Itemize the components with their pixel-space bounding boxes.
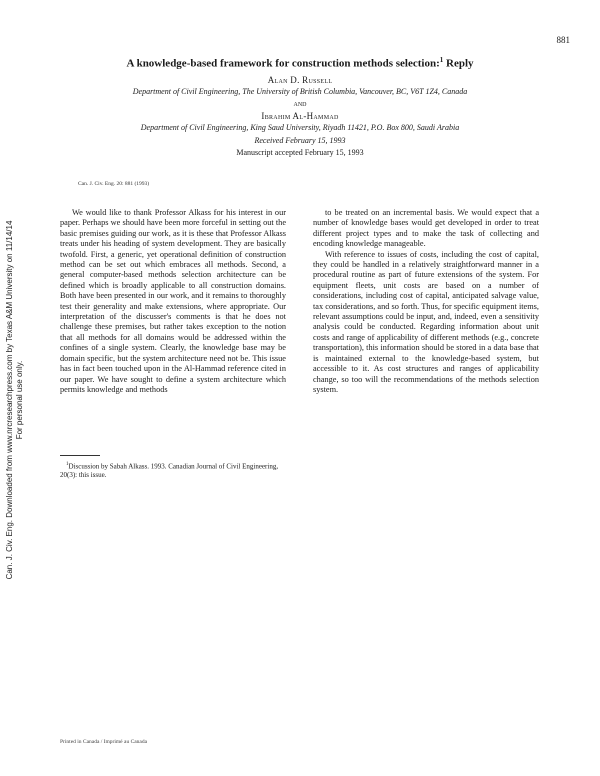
left-column — [60, 208, 286, 395]
right-column — [313, 208, 539, 395]
author-1-name: Alan D. Russell — [267, 75, 333, 85]
and-separator: and — [293, 99, 307, 108]
page-number: 881 — [556, 35, 570, 45]
download-stamp-line-1: Can. J. Civ. Eng. Downloaded from www.nrcresearchpress.com by Texas A&M University on 11/14/14 — [5, 220, 14, 580]
download-stamp — [5, 221, 25, 580]
printed-in-note: Printed in Canada / Imprimé au Canada — [60, 739, 148, 745]
accepted-date: Manuscript accepted February 15, 1993 — [236, 148, 364, 157]
received-date: Received February 15, 1993 — [254, 136, 346, 145]
author-2-name: Ibrahim Al-Hammad — [261, 111, 339, 121]
download-stamp-line-2: For personal use only. — [15, 360, 24, 440]
left-paragraph-1: We would like to thank Professor Alkass for his interest in our paper. Perhaps we should have been more forceful in setting out the basic premises guiding our work, as it is these that Professor Alkass treats under his heading of system development. They are basically twofold. First, a generic, yet operational definition of construction method can be set out which embraces all methods. Second, a general computer-based methods selection architecture can be defined which is broadly applicable to all construction domains. Both have been presented in our work, and it remains to thoroughly test their generality and make extensions, where appropriate. Our interpretation of the discusser's comments is that he does not challenge these premises, but rather takes exception to the notion that all methods for all domains would be addressed within the confines of a single system. Clearly, the knowledge base may be domain specific, but the system architecture need not be. This issue has in fact been touched upon in the Al-Hammad reference cited in our paper. We have sought to define a system architecture which permits knowledge and methods — [60, 208, 286, 394]
article-title — [0, 56, 600, 70]
title-suffix: Reply — [443, 57, 474, 70]
author-2-affiliation: Department of Civil Engineering, King Saud University, Riyadh 11421, P.O. Box 800, Saudi Arabia — [140, 123, 460, 132]
footnote-text: Discussion by Sabah Alkass. 1993. Canadian Journal of Civil Engineering, 20(3): this issue. — [60, 462, 279, 480]
journal-citation: Can. J. Civ. Eng. 20: 881 (1993) — [78, 181, 150, 187]
title-footnote-mark: 1 — [439, 56, 444, 64]
right-paragraph-1: to be treated on an incremental basis. We would expect that a number of knowledge bases would get developed in order to treat different project types and to make the task of collecting and encoding knowledge manageable. — [313, 208, 539, 249]
right-paragraph-2: With reference to issues of costs, including the cost of capital, they could be handled in a relatively straightforward manner in a procedural routine as part of future extensions of the system. For equipment fleets, unit costs are based on a number of considerations, including cost of capital, anticipated salvage value, tax considerations, and so forth. Thus, for specific equipment items, relevant assumptions could be input, and, indeed, even a sensitivity analysis could be conducted. Regarding information about unit costs and range of applicability of different methods (e.g., concrete transportation), this information should be stored in a data base that is maintained external to the knowledge-based system, but accessible to it. As cost structures and ranges of applicability change, so too will the recommendations of the methods selection system. — [313, 249, 539, 394]
footnote-mark: 1 — [66, 462, 69, 467]
footnote-rule — [60, 455, 100, 456]
footnote — [60, 460, 286, 480]
author-1-affiliation: Department of Civil Engineering, The University of British Columbia, Vancouver, BC, V6T 1Z4, Canada — [132, 87, 468, 96]
title-text: A knowledge-based framework for construction methods selection: — [126, 57, 440, 70]
